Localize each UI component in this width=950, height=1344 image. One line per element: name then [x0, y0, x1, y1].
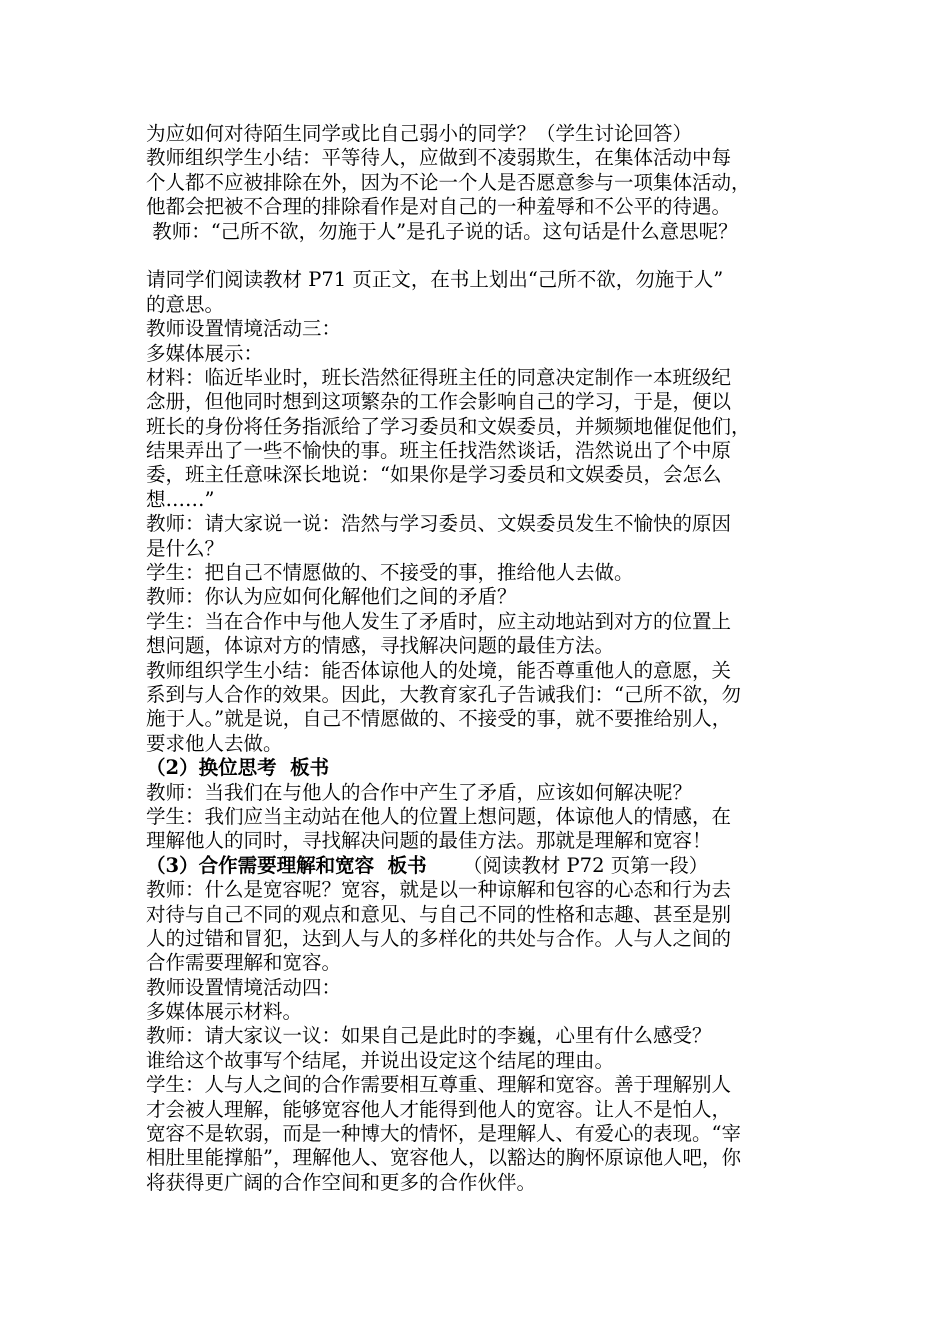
- text-line: 理解他人的同时，寻找解决问题的最佳方法。那就是理解和宽容！: [146, 829, 712, 853]
- text-line: 合作需要理解和宽容。: [146, 951, 342, 975]
- text-line: 学生：人与人之间的合作需要相互尊重、理解和宽容。善于理解别人: [146, 1073, 732, 1097]
- text-line: 对待与自己不同的观点和意见、与自己不同的性格和志趣、甚至是别: [146, 902, 732, 926]
- text-line: 学生：把自己不情愿做的、不接受的事，推给他人去做。: [146, 561, 634, 585]
- text-line: 施于人。”就是说，自己不情愿做的、不接受的事，就不要推给别人，: [146, 707, 732, 731]
- text-line: 系到与人合作的效果。因此，大教育家孔子告诫我们：“己所不欲，勿: [146, 682, 741, 706]
- text-line: 想……”: [146, 487, 215, 511]
- section-heading-row: [146, 854, 826, 878]
- section-heading: （3）合作需要理解和宽容 板书: [146, 853, 427, 877]
- text-line: 结果弄出了一些不愉快的事。班主任找浩然谈话，浩然说出了个中原: [146, 439, 732, 463]
- text-line: 教师：“己所不欲，勿施于人”是孔子说的话。这句话是什么意思呢？: [146, 219, 738, 243]
- text-line: 要求他人去做。: [146, 731, 283, 755]
- text-line: 为应如何对待陌生同学或比自己弱小的同学？（学生讨论回答）: [146, 122, 693, 145]
- text-line: 学生：我们应当主动站在他人的位置上想问题，体谅他人的情感，在: [146, 804, 732, 828]
- text-line: 是什么？: [146, 536, 225, 560]
- text-line: 教师：你认为应如何化解他们之间的矛盾？: [146, 585, 517, 609]
- text-line: 多媒体展示材料。: [146, 1000, 303, 1024]
- text-line: 教师：请大家说一说：浩然与学习委员、文娱委员发生不愉快的原因: [146, 512, 732, 536]
- reading-note: （阅读教材 P72 页第一段）: [462, 853, 709, 877]
- text-line: 多媒体展示：: [146, 341, 264, 365]
- text-line: 学生：当在合作中与他人发生了矛盾时，应主动地站到对方的位置上: [146, 609, 732, 633]
- text-line: 谁给这个故事写个结尾，并说出设定这个结尾的理由。: [146, 1048, 615, 1072]
- text-line: 个人都不应被排除在外，因为不论一个人是否愿意参与一项集体活动，: [146, 170, 751, 194]
- text-line: 才会被人理解，能够宽容他人才能得到他人的宽容。让人不是怕人，: [146, 1097, 732, 1121]
- text-line: 人的过错和冒犯，达到人与人的多样化的共处与合作。人与人之间的: [146, 926, 732, 950]
- text-line: 请同学们阅读教材 P71 页正文，在书上划出“己所不欲，勿施于人”: [146, 268, 724, 292]
- text-line: 想问题，体谅对方的情感，寻找解决问题的最佳方法。: [146, 634, 615, 658]
- text-line: 的意思。: [146, 292, 225, 316]
- text-line: 教师设置情境活动四：: [146, 975, 342, 999]
- text-line: 教师：当我们在与他人的合作中产生了矛盾，应该如何解决呢？: [146, 780, 693, 804]
- text-line: 教师组织学生小结：能否体谅他人的处境，能否尊重他人的意愿，关: [146, 658, 732, 682]
- text-line: 相肚里能撑船”，理解他人、宽容他人，以豁达的胸怀原谅他人吧，你: [146, 1146, 741, 1170]
- text-line: 教师设置情境活动三：: [146, 317, 342, 341]
- text-line: 宽容不是软弱，而是一种博大的情怀，是理解人、有爱心的表现。“宰: [146, 1122, 741, 1146]
- text-line: 班长的身份将任务指派给了学习委员和文娱委员，并频频地催促他们，: [146, 414, 751, 438]
- section-heading: （2）换位思考 板书: [146, 756, 330, 780]
- blank-line: [146, 244, 826, 268]
- text-line: 教师：什么是宽容呢？宽容，就是以一种谅解和包容的心态和行为去: [146, 878, 732, 902]
- text-line: 教师组织学生小结：平等待人，应做到不凌弱欺生，在集体活动中每: [146, 146, 732, 170]
- document-page: [146, 122, 826, 1195]
- text-line: 教师：请大家议一议：如果自己是此时的李巍，心里有什么感受？: [146, 1024, 712, 1048]
- text-line: 念册，但他同时想到这项繁杂的工作会影响自己的学习，于是，便以: [146, 390, 732, 414]
- text-line: 材料：临近毕业时，班长浩然征得班主任的同意决定制作一本班级纪: [146, 365, 732, 389]
- text-line: 他都会把被不合理的排除看作是对自己的一种羞辱和不公平的待遇。: [146, 195, 732, 219]
- text-line: 将获得更广阔的合作空间和更多的合作伙伴。: [146, 1170, 537, 1194]
- text-line: 委，班主任意味深长地说：“如果你是学习委员和文娱委员，会怎么: [146, 463, 722, 487]
